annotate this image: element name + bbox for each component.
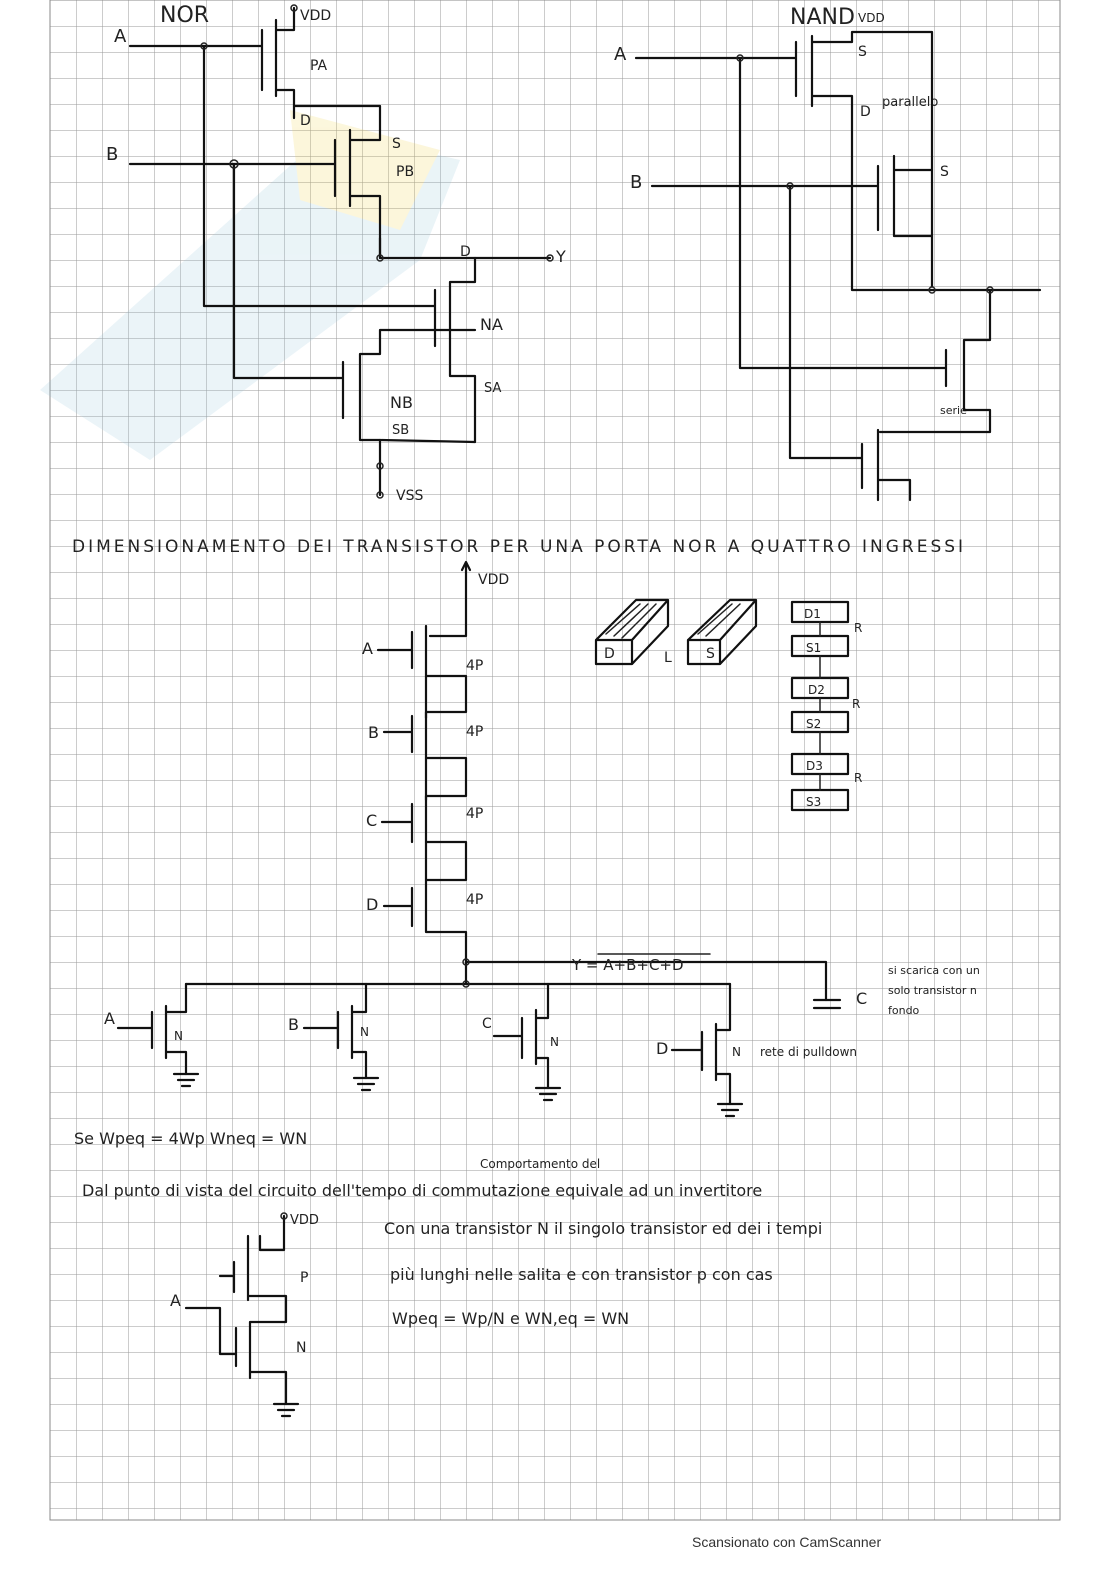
- nor4-cap-label: C: [856, 989, 868, 1008]
- nand-s-label: S: [858, 44, 867, 60]
- nor4-n-input-d: D: [656, 1039, 669, 1058]
- nor4-input-b: B: [368, 723, 379, 742]
- sizing-heading: DIMENSIONAMENTO DEI TRANSISTOR PER UNA PORTA NOR A QUATTRO INGRESSI: [72, 537, 967, 557]
- nor4-cap-note-1: si scarica con un: [888, 964, 980, 977]
- nand-s2-label: S: [940, 164, 949, 180]
- sketch-r-label-1: R: [854, 621, 863, 635]
- note-insert: Comportamento del: [480, 1157, 601, 1171]
- sketch-box-d1-label: D1: [804, 607, 821, 621]
- sketch-box-d2-label: D2: [808, 683, 825, 697]
- sketch-d-label: D: [604, 646, 615, 662]
- nor4-pd-size: 4P: [466, 892, 484, 908]
- nor-vss-label: VSS: [396, 488, 424, 504]
- nor4-output-eq: Y = A+B+C+D: [572, 956, 684, 974]
- nand-input-b-label: B: [630, 172, 643, 193]
- nor-title: NOR: [160, 3, 210, 28]
- nand-title: NAND: [790, 5, 855, 30]
- nor-input-a-label: A: [114, 26, 127, 47]
- nor-output-label: Y: [556, 247, 566, 266]
- sketch-box-d3-label: D3: [806, 759, 823, 773]
- nor4-input-c: C: [366, 811, 378, 830]
- nor4-n-input-c: C: [482, 1016, 492, 1032]
- nand-input-a-label: A: [614, 44, 627, 65]
- nor4-vdd-label: VDD: [478, 572, 510, 588]
- grid-paper: [50, 0, 1060, 1520]
- nor4-cap-note-2: solo transistor n: [888, 984, 977, 997]
- sketch-box-s2-label: S2: [806, 717, 822, 731]
- note-line-5: Wpeq = Wp/N e WN,eq = WN: [392, 1309, 630, 1328]
- sketch-box-s1-label: S1: [806, 641, 822, 655]
- nor4-input-a: A: [362, 639, 373, 658]
- note-line-3: Con una transistor N il singolo transistor ed dei i tempi: [384, 1219, 823, 1238]
- nor4-input-d: D: [366, 895, 379, 914]
- nor4-nc-size: N: [550, 1035, 559, 1049]
- nor-sb-label: SB: [392, 423, 410, 438]
- nand-serie-note: serie: [940, 404, 967, 417]
- sketch-l-label: L: [664, 650, 672, 666]
- nor4-pb-size: 4P: [466, 724, 484, 740]
- nor-s-label: S: [392, 136, 401, 152]
- nor-vdd-label: VDD: [300, 8, 332, 24]
- inverter-n-label: N: [296, 1340, 307, 1356]
- nand-parallel-note: parallelo: [882, 95, 939, 110]
- nor4-cap-note-3: fondo: [888, 1004, 920, 1017]
- nor-input-b-label: B: [106, 144, 119, 165]
- nor4-n-input-a: A: [104, 1009, 115, 1028]
- nor-sa-label: SA: [484, 381, 502, 396]
- nor4-nd-size: N: [732, 1045, 741, 1059]
- nor-d-label: D: [300, 113, 311, 129]
- inverter-p-label: P: [300, 1270, 309, 1286]
- nor-d-label-2: D: [460, 244, 471, 260]
- nand-d-label: D: [860, 104, 871, 120]
- nor4-n-input-b: B: [288, 1015, 299, 1034]
- note-line-2: Dal punto di vista del circuito dell'tempo di commutazione equivale ad un invertitore: [82, 1181, 763, 1200]
- scanner-footer: Scansionato con CamScanner: [692, 1534, 882, 1550]
- nor-na-label: NA: [480, 315, 503, 334]
- nor4-pc-size: 4P: [466, 806, 484, 822]
- note-line-1: Se Wpeq = 4Wp Wneq = WN: [74, 1129, 308, 1148]
- sketch-box-s3-label: S3: [806, 795, 822, 809]
- nor-pb-label: PB: [396, 164, 415, 180]
- nor-pa-label: PA: [310, 58, 328, 74]
- sketch-r-label-2: R: [852, 697, 861, 711]
- nor4-pulldown-note: rete di pulldown: [760, 1045, 857, 1059]
- nor4-pa-size: 4P: [466, 658, 484, 674]
- nor4-na-size: N: [174, 1029, 183, 1043]
- inverter-vdd-label: VDD: [290, 1213, 319, 1228]
- note-line-4: più lunghi nelle salita e con transistor p con cas: [390, 1265, 773, 1284]
- nor-nb-label: NB: [390, 393, 413, 412]
- sketch-s-label: S: [706, 646, 715, 662]
- nand-vdd-label: VDD: [858, 11, 885, 25]
- sketch-r-label-3: R: [854, 771, 863, 785]
- nor4-nb-size: N: [360, 1025, 369, 1039]
- inverter-input-label: A: [170, 1291, 181, 1310]
